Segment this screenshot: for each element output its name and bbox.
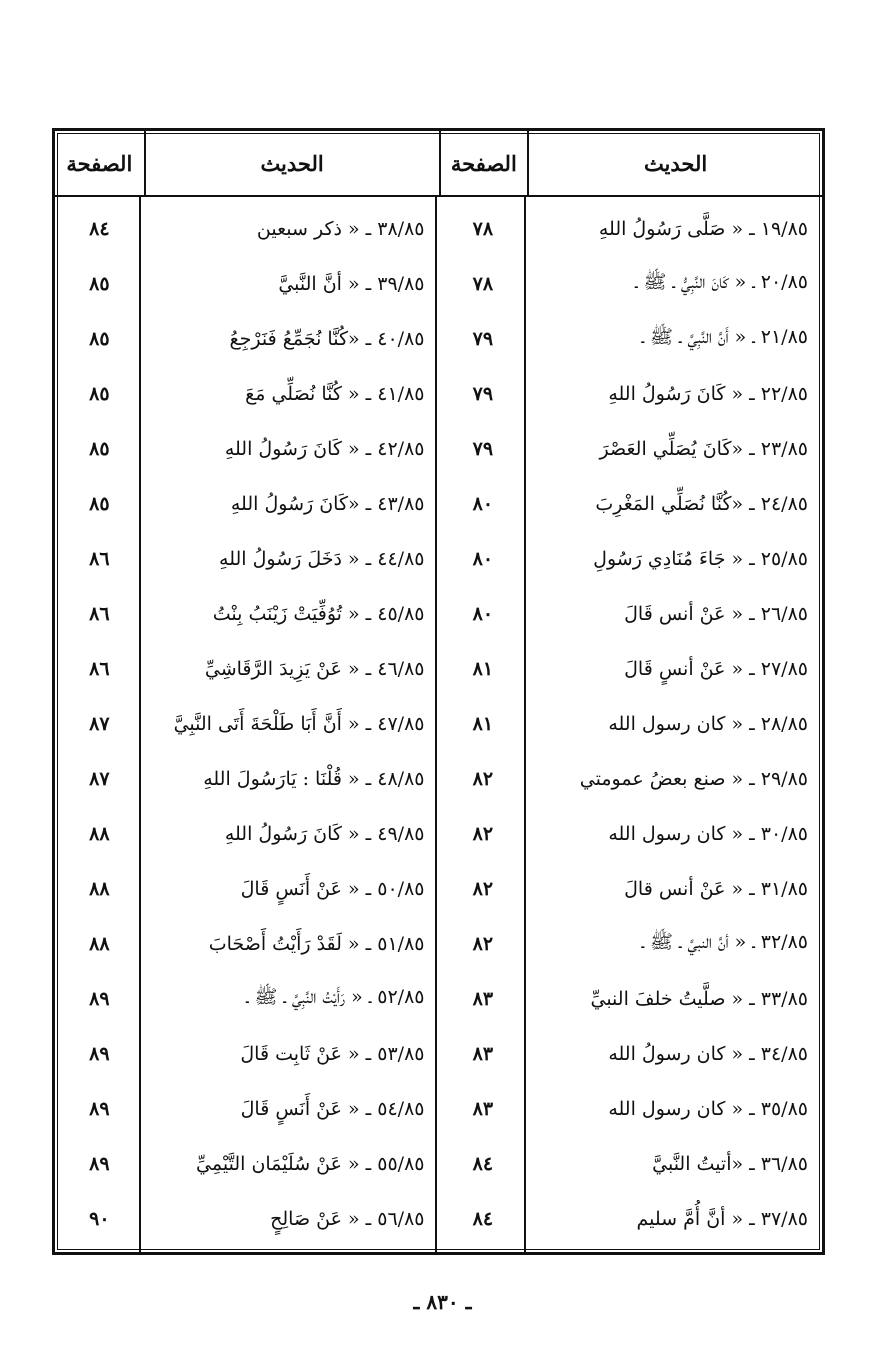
page-ref: ٩٠ (89, 1207, 110, 1230)
hadith-entry: ٤٨/٨٥ ـ « قُلْنَا : يَارَسُولَ اللهِ (203, 767, 425, 790)
hadith-entry: ٤١/٨٥ ـ « كُنَّا نُصَلِّي مَعَ (245, 382, 425, 405)
header-hadith-right: الحديث (527, 131, 822, 195)
page-ref: ٧٩ (472, 437, 494, 460)
table-row (55, 201, 822, 256)
page-ref: ٨٥ (89, 327, 110, 350)
hadith-entry: ٢٣/٨٥ ـ «كَانَ يُصَلِّي العَصْرَ (599, 437, 808, 460)
hadith-entry: ٤٢/٨٥ ـ « كَانَ رَسُولُ اللهِ (224, 437, 425, 460)
page-ref: ٨٥ (89, 272, 110, 295)
table-row (55, 861, 822, 916)
table-row (55, 1026, 822, 1081)
page-ref: ٨٢ (472, 767, 494, 790)
page-ref: ٨٨ (89, 932, 110, 955)
table-row (55, 641, 822, 696)
page-ref: ٨٩ (89, 987, 110, 1010)
page-ref: ٧٩ (472, 327, 494, 350)
hadith-entry: ٥١/٨٥ ـ « لَقَدْ رَأَيْتُ أَصْحَابَ (208, 932, 425, 955)
page-ref: ٨٩ (89, 1097, 110, 1120)
table-row (55, 311, 822, 366)
page-ref: ٨٠ (472, 602, 494, 625)
hadith-entry: ٢١/٨٥ ـ « أَنَّ النَّبِيَّ ـ ﷺ ـ (641, 325, 808, 348)
hadith-entry: ٥٦/٨٥ ـ « عَنْ صَالِحٍ (270, 1207, 425, 1230)
hadith-entry: ٤٠/٨٥ ـ «كُنَّا نُجَمِّعُ فَنَرْجِعُ (229, 327, 425, 350)
hadith-entry: ٢٥/٨٥ ـ « جَاءَ مُنَادِي رَسُولِ (593, 547, 808, 570)
page-ref: ٧٨ (472, 272, 494, 295)
table-row (55, 916, 822, 971)
hadith-entry: ٤٥/٨٥ ـ « تُوُفِّيَتْ زَيْنَبُ بِنْتُ (212, 602, 425, 625)
hadith-entry: ٢٤/٨٥ ـ «كُنَّا نُصَلِّي المَغْرِبَ (595, 492, 808, 515)
hadith-entry: ٣٣/٨٥ ـ « صلَّيتُ خلفَ النبيِّ (590, 987, 808, 1010)
table-body (55, 197, 822, 1252)
hadith-entry: ٣٠/٨٥ ـ « كان رسول الله (608, 822, 808, 845)
table-row (55, 1081, 822, 1136)
hadith-entry: ٢٢/٨٥ ـ « كَانَ رَسُولُ اللهِ (608, 382, 808, 405)
page-ref: ٨٦ (89, 602, 110, 625)
hadith-entry: ٣٨/٨٥ ـ « ذكر سبعين (256, 217, 425, 240)
page-ref: ٨٧ (89, 767, 110, 790)
table-row (55, 1136, 822, 1191)
page-ref: ٨٣ (472, 1042, 494, 1065)
page-ref: ٨٥ (89, 437, 110, 460)
hadith-entry: ٤٧/٨٥ ـ « أَنَّ أَبَا طَلْحَةَ أَتَى النَّبِيَّ (173, 712, 425, 735)
page-ref: ٨٠ (472, 547, 494, 570)
hadith-entry: ٥٤/٨٥ ـ « عَنْ أَنَسٍ قَالَ (240, 1097, 425, 1120)
page-ref: ٨٩ (89, 1042, 110, 1065)
page-ref: ٨٥ (89, 382, 110, 405)
table-row (55, 256, 822, 311)
table-row (55, 476, 822, 531)
hadith-entry: ٣٦/٨٥ ـ «أتيتُ النَّبيَّ (652, 1152, 808, 1175)
page-ref: ٨٤ (472, 1207, 494, 1230)
hadith-entry: ٢٩/٨٥ ـ « صنع بعضُ عمومتي (579, 767, 808, 790)
hadith-entry: ٢٧/٨٥ ـ « عَنْ أنسٍ قَالَ (624, 657, 808, 680)
page-ref: ٧٨ (472, 217, 494, 240)
hadith-entry: ٥٣/٨٥ ـ « عَنْ ثَابِت قَالَ (240, 1042, 425, 1065)
page-ref: ٨٣ (472, 987, 494, 1010)
hadith-entry: ٥٥/٨٥ ـ « عَنْ سُلَيْمَان التَّيْمِيِّ (196, 1152, 425, 1175)
page-ref: ٨٠ (472, 492, 494, 515)
hadith-entry: ٢٠/٨٥ ـ « كَانَ النَّبِيُّ ـ ﷺ ـ (635, 270, 808, 293)
hadith-entry: ٤٦/٨٥ ـ « عَنْ يَزِيدَ الرَّقَاشِيِّ (204, 657, 425, 680)
page-ref: ٧٩ (472, 382, 494, 405)
hadith-entry: ٣٥/٨٥ ـ « كان رسول الله (608, 1097, 808, 1120)
page-ref: ٨٤ (89, 217, 110, 240)
hadith-entry: ٣٧/٨٥ ـ « أنَّ أُمَّ سليم (636, 1207, 808, 1230)
hadith-entry: ٥٢/٨٥ ـ « رَأَيْتُ النَّبِيَّ ـ ﷺ ـ (246, 985, 425, 1008)
table-row (55, 751, 822, 806)
page-ref: ٨٨ (89, 822, 110, 845)
page-ref: ٨٤ (472, 1152, 494, 1175)
table-row (55, 586, 822, 641)
table-row (55, 366, 822, 421)
page-number: ـ ٨٣٠ ـ (413, 1290, 472, 1314)
page-ref: ٨٥ (89, 492, 110, 515)
table-row (55, 971, 822, 1026)
hadith-entry: ٣٩/٨٥ ـ « أنَّ النَّبيَّ (278, 272, 425, 295)
hadith-entry: ٣٢/٨٥ ـ « أنَّ النبيَّ ـ ﷺ ـ (641, 930, 808, 953)
page-ref: ٨٧ (89, 712, 110, 735)
table-header-row (55, 131, 822, 197)
table-row (55, 696, 822, 751)
hadith-entry: ٢٦/٨٥ ـ « عَنْ أنس قَالَ (624, 602, 808, 625)
header-page-left: الصفحة (66, 150, 133, 176)
hadith-entry: ٢٨/٨٥ ـ « كان رسول الله (608, 712, 808, 735)
table-row (55, 806, 822, 861)
page-ref: ٨٨ (89, 877, 110, 900)
hadith-entry: ٤٤/٨٥ ـ « دَخَلَ رَسُولُ اللهِ (219, 547, 425, 570)
table-row (55, 531, 822, 586)
page-ref: ٨٣ (472, 1097, 494, 1120)
table-row (55, 421, 822, 476)
hadith-index-table (52, 128, 825, 1255)
hadith-entry: ٣٤/٨٥ ـ « كان رسولُ الله (608, 1042, 808, 1065)
page-ref: ٨٢ (472, 877, 494, 900)
header-page-right: الصفحة (439, 131, 528, 195)
hadith-entry: ١٩/٨٥ ـ « صَلَّى رَسُولُ اللهِ (598, 217, 808, 240)
table-row (55, 1191, 822, 1246)
page-ref: ٨٢ (472, 822, 494, 845)
hadith-entry: ٤٣/٨٥ ـ «كَانَ رَسُولُ اللهِ (230, 492, 425, 515)
page-ref: ٨٩ (89, 1152, 110, 1175)
hadith-entry: ٥٠/٨٥ ـ « عَنْ أَنَسٍ قَالَ (240, 877, 425, 900)
page-ref: ٨٦ (89, 657, 110, 680)
page-ref: ٨١ (472, 712, 494, 735)
hadith-entry: ٣١/٨٥ ـ « عَنْ أنس قالَ (624, 877, 808, 900)
page-ref: ٨٦ (89, 547, 110, 570)
page-ref: ٨١ (472, 657, 494, 680)
header-hadith-left: الحديث (144, 131, 439, 195)
page-ref: ٨٢ (472, 932, 494, 955)
hadith-entry: ٤٩/٨٥ ـ « كَانَ رَسُولُ اللهِ (224, 822, 425, 845)
